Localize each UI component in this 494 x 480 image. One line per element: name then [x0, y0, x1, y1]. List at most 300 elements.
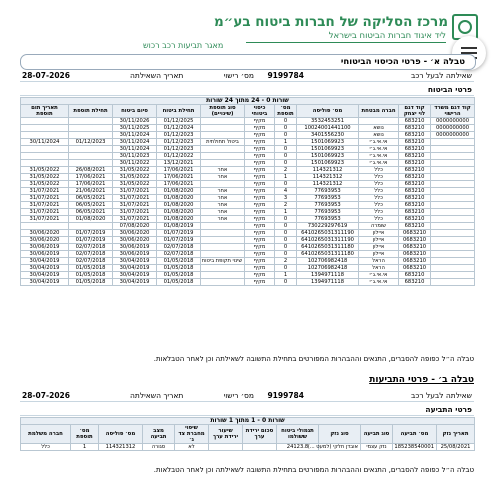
table-cell: 31/05/2022 [21, 174, 69, 181]
license-value: 9199784 [267, 71, 304, 80]
table-cell: שינוי תקופת ביטוח [201, 258, 245, 265]
table-cell: 77693953 [297, 209, 359, 216]
table-cell: 683210 [399, 216, 431, 223]
table-cell: 01/12/2023 [157, 132, 201, 139]
table-cell: 31/07/2021 [113, 202, 157, 209]
table-cell [21, 118, 69, 125]
table-cell: 01/07/2019 [69, 237, 113, 244]
table-cell: 683210 [399, 146, 431, 153]
table-cell: 01/08/2020 [157, 188, 201, 195]
table-cell: 30/06/2020 [113, 230, 157, 237]
table-cell: 0 [275, 181, 297, 188]
table-cell: 683210 [399, 160, 431, 167]
table-cell [69, 160, 113, 167]
table-a-query-row [20, 70, 474, 82]
table-cell [201, 265, 245, 272]
column-header: תאריך נזק [437, 425, 475, 444]
table-cell: 31/07/2021 [21, 209, 69, 216]
table-cell: 31/05/2022 [21, 181, 69, 188]
table-cell: מקיף [245, 125, 275, 132]
table-cell: 0 [275, 237, 297, 244]
table-cell: 30/11/2024 [113, 146, 157, 153]
table-cell: מקיף [245, 146, 275, 153]
column-header: חברה מבטחת [359, 105, 399, 118]
table-cell [243, 444, 277, 451]
table-cell: כלל [359, 216, 399, 223]
table-cell [69, 223, 113, 230]
table-cell: 77693953 [297, 188, 359, 195]
table-cell: 114321312 [297, 181, 359, 188]
table-cell: 30/06/2019 [21, 251, 69, 258]
rows-caption: שורות 0 - 24 מתוך 24 שורות [21, 98, 475, 105]
table-cell: הראל [359, 265, 399, 272]
table-cell [201, 160, 245, 167]
section-label: פרטי התביעה [425, 405, 472, 414]
column-header: תחילת תוספת [69, 105, 113, 118]
table-cell: 01/12/2025 [157, 118, 201, 125]
table-cell: 01/07/2019 [157, 230, 201, 237]
table-cell: 1 [71, 444, 99, 451]
table-row [21, 181, 475, 188]
table-cell: אי.אי.ג׳י [359, 160, 399, 167]
table-cell: 683210 [399, 209, 431, 216]
holder-label: שאילתה לבעל רכב [411, 391, 472, 400]
table-cell: 2 [275, 202, 297, 209]
table-cell [431, 244, 475, 251]
table-cell: שומרה [359, 223, 399, 230]
table-cell: 26/08/2021 [69, 167, 113, 174]
table-header [21, 105, 475, 118]
table-cell: 31/07/2021 [113, 216, 157, 223]
table-row [21, 174, 475, 181]
table-cell [431, 139, 475, 146]
table-cell [431, 153, 475, 160]
table-cell [69, 118, 113, 125]
table-cell: 31/07/2021 [113, 195, 157, 202]
table-cell [21, 160, 69, 167]
license-label: מס׳ רישוי [223, 71, 254, 80]
table-cell: ביטול תחולתית [201, 139, 245, 146]
table-cell: אי.אי.ג׳י [359, 272, 399, 279]
table-cell: 30/11/2024 [21, 139, 69, 146]
table-cell: 30/04/2019 [113, 279, 157, 286]
column-header: מס׳ תוספת [275, 105, 297, 118]
table-row [21, 202, 475, 209]
table-cell: 0 [275, 251, 297, 258]
license-label: מס׳ רישוי [223, 391, 254, 400]
table-cell: 1501069923 [297, 146, 359, 153]
table-row [21, 118, 475, 125]
column-header: מס׳ פוליסה [297, 105, 359, 118]
table-cell: נזק עצמי [361, 444, 393, 451]
table-cell: 0000000000 [431, 118, 475, 125]
section-label: פרטי הביטוח [427, 85, 472, 94]
table-cell: 31/07/2021 [113, 188, 157, 195]
table-cell [359, 118, 399, 125]
org-title: מרכז הסליקה של חברות ביטוח בע״מ [213, 14, 448, 30]
table-cell: 77693953 [297, 202, 359, 209]
table-cell: מקיף [245, 202, 275, 209]
table-cell: 185238540001 [393, 444, 437, 451]
table-cell: נושא [359, 125, 399, 132]
table-cell: 01/12/2022 [157, 153, 201, 160]
table-cell: 31/07/2021 [113, 209, 157, 216]
table-cell: 0683210 [399, 244, 431, 251]
table-cell: 0 [275, 244, 297, 251]
table-cell [69, 146, 113, 153]
table-cell: 01/05/2018 [157, 272, 201, 279]
table-cell [201, 244, 245, 251]
table-cell: 30/06/2020 [113, 237, 157, 244]
table-cell: אחר [201, 167, 245, 174]
table-cell [201, 237, 245, 244]
table-cell: 30/04/2019 [21, 279, 69, 286]
column-header: סכום ירידת ערך [243, 425, 277, 444]
table-cell: 0 [275, 146, 297, 153]
table-cell: 31/07/2021 [21, 195, 69, 202]
table-cell: 30/06/2020 [21, 237, 69, 244]
claims-table [20, 417, 475, 451]
table-cell: 30/06/2019 [113, 244, 157, 251]
table-row [21, 237, 475, 244]
table-cell: 31/07/2021 [21, 216, 69, 223]
table-cell: 77693953 [297, 195, 359, 202]
table-cell: 01/07/2019 [69, 230, 113, 237]
table-cell: 30/04/2019 [113, 272, 157, 279]
table-cell: 30/06/2019 [21, 244, 69, 251]
table-cell: מקיף [245, 188, 275, 195]
table-cell: 31/05/2022 [113, 167, 157, 174]
table-cell: 0 [275, 216, 297, 223]
table-a-section-label [20, 84, 474, 96]
table-row [21, 167, 475, 174]
table-cell: אחר [201, 216, 245, 223]
column-header: קוד דגם לוי יצחק [399, 105, 431, 118]
table-cell: 6410265031311190 [297, 230, 359, 237]
table-cell: כלל [21, 444, 71, 451]
table-cell: 683210 [399, 223, 431, 230]
table-cell: כלל [359, 202, 399, 209]
table-cell: 30/11/2026 [113, 118, 157, 125]
table-cell: 683210 [399, 202, 431, 209]
table-cell: אחר [201, 202, 245, 209]
table-cell: 01/12/2023 [157, 146, 201, 153]
table-cell: 10024001441100 [297, 125, 359, 132]
table-cell: 17/06/2021 [157, 181, 201, 188]
table-cell [431, 181, 475, 188]
table-cell: 0 [275, 265, 297, 272]
table-cell: 30/11/2024 [113, 132, 157, 139]
table-cell [201, 153, 245, 160]
table-cell: 102706982418 [297, 258, 359, 265]
table-cell: 30/04/2019 [113, 265, 157, 272]
column-header: חברה משלמת [21, 425, 71, 444]
table-cell: מקיף [245, 265, 275, 272]
table-row [21, 139, 475, 146]
table-cell: הראל [359, 258, 399, 265]
table-row [21, 146, 475, 153]
table-cell: 01/08/2019 [157, 223, 201, 230]
table-cell: 17/06/2021 [69, 174, 113, 181]
table-cell [201, 146, 245, 153]
table-cell: 01/08/2020 [157, 202, 201, 209]
table-cell: אובדן חלקי (למעט ...) [319, 444, 361, 451]
table-cell: 06/05/2021 [69, 202, 113, 209]
column-header: קוד דגם משרד הרישוי [431, 105, 475, 118]
table-cell [431, 195, 475, 202]
table-cell: 683210 [399, 174, 431, 181]
table-cell: 683210 [399, 125, 431, 132]
table-cell [201, 223, 245, 230]
table-cell: 3 [275, 195, 297, 202]
table-cell: 31/07/2021 [21, 188, 69, 195]
table-cell: מקיף [245, 132, 275, 139]
table-cell: 1394971118 [297, 279, 359, 286]
table-cell [201, 272, 245, 279]
page-header [0, 0, 494, 52]
table-cell: 01/12/2023 [69, 139, 113, 146]
table-cell: 1394971118 [297, 272, 359, 279]
column-header: סיום ביטוח [113, 105, 157, 118]
table-b-title-text: טבלה ב׳ - פרטי התביעות [369, 375, 474, 385]
table-cell: 30/04/2019 [21, 272, 69, 279]
column-header: כיסוי ביטוחי [245, 105, 275, 118]
column-header: סוג תוספת (שינויים) [201, 105, 245, 118]
table-cell: 730229297619 [297, 223, 359, 230]
table-row [21, 258, 475, 265]
table-row [21, 230, 475, 237]
table-cell: 06/05/2021 [69, 209, 113, 216]
table-cell: 1 [275, 209, 297, 216]
table-cell: 683210 [399, 181, 431, 188]
column-header: תחילת ביטוח [157, 105, 201, 118]
table-row [21, 244, 475, 251]
table-cell [431, 209, 475, 216]
table-cell: 683210 [399, 279, 431, 286]
table-cell: אי.אי.ג׳י [359, 139, 399, 146]
table-cell [431, 230, 475, 237]
table-cell: 114321312 [99, 444, 143, 451]
table-cell: אחר [201, 209, 245, 216]
table-row [21, 216, 475, 223]
table-cell: אחר [201, 195, 245, 202]
table-cell: 01/05/2018 [157, 265, 201, 272]
table-cell: 6410265031311190 [297, 237, 359, 244]
table-cell: 2 [275, 258, 297, 265]
column-header: שיפוי מחברת צד ג׳ [175, 425, 209, 444]
table-cell: כלל [359, 174, 399, 181]
table-cell [431, 279, 475, 286]
table-row [21, 160, 475, 167]
table-cell: 02/07/2018 [157, 251, 201, 258]
table-cell: אחר [201, 188, 245, 195]
table-cell: 31/07/2021 [21, 202, 69, 209]
table-cell: 30/11/2023 [113, 153, 157, 160]
table-cell: 30/04/2019 [21, 258, 69, 265]
table-cell [431, 167, 475, 174]
table-cell: 01/08/2020 [157, 195, 201, 202]
table-a-title: טבלה א׳ - פרטי הכיסוי הביטוחי [340, 57, 465, 67]
table-cell: 0683210 [399, 230, 431, 237]
table-cell [431, 223, 475, 230]
table-cell: 683210 [399, 188, 431, 195]
table-b-section-label [20, 404, 474, 416]
table-cell: אי.אי.ג׳י [359, 279, 399, 286]
table-cell: 30/06/2020 [21, 230, 69, 237]
table-cell: מקיף [245, 230, 275, 237]
table-cell: 1501069923 [297, 160, 359, 167]
table-cell: כלל [359, 167, 399, 174]
table-cell: 0 [275, 279, 297, 286]
table-cell: 31/05/2022 [113, 181, 157, 188]
table-cell: 30/11/2022 [113, 160, 157, 167]
table-cell: 0 [275, 223, 297, 230]
table-cell: מקיף [245, 244, 275, 251]
table-cell: איילון [359, 237, 399, 244]
table-cell: 01/05/2018 [69, 279, 113, 286]
table-cell: אי.אי.ג׳י [359, 146, 399, 153]
table-cell [201, 132, 245, 139]
table-row [21, 444, 475, 451]
table-cell: 01/07/2019 [157, 237, 201, 244]
table-cell: 1 [275, 272, 297, 279]
table-cell: 683210 [399, 118, 431, 125]
table-cell: 683210 [399, 272, 431, 279]
column-header: מס׳ תוספת [71, 425, 99, 444]
table-cell: 1501069923 [297, 153, 359, 160]
table-cell: 01/12/2024 [157, 125, 201, 132]
table-cell: מקיף [245, 118, 275, 125]
table-cell: 1501069923 [297, 139, 359, 146]
column-header: תאריך תום תוספת [21, 105, 69, 118]
table-cell: 02/07/2018 [69, 251, 113, 258]
table-cell: לא [175, 444, 209, 451]
table-cell: מקיף [245, 195, 275, 202]
holder-label: שאילתה לבעל רכב [411, 71, 472, 80]
table-cell [201, 279, 245, 286]
table-cell: 0 [275, 153, 297, 160]
table-cell: 1 [275, 139, 297, 146]
table-cell [21, 153, 69, 160]
table-b-title [369, 375, 474, 385]
table-cell: איילון [359, 251, 399, 258]
table-row [21, 153, 475, 160]
table-cell: 30/04/2019 [21, 265, 69, 272]
table-row [21, 132, 475, 139]
table-cell: 683210 [399, 132, 431, 139]
table-cell [431, 146, 475, 153]
table-cell: 01/05/2018 [69, 272, 113, 279]
table-cell [431, 160, 475, 167]
table-cell: כלל [359, 209, 399, 216]
table-cell: סגורה [143, 444, 175, 451]
table-cell: 30/06/2019 [113, 251, 157, 258]
table-row [21, 223, 475, 230]
table-cell: 06/05/2021 [69, 195, 113, 202]
license-value: 9199784 [267, 391, 304, 400]
table-cell: 01/05/2018 [157, 279, 201, 286]
table-cell: מקיף [245, 279, 275, 286]
table-cell [431, 174, 475, 181]
registry-note: מאגר תביעות רכב רכוש [143, 41, 224, 50]
table-cell: 0 [275, 132, 297, 139]
table-cell: 0000000000 [431, 132, 475, 139]
table-cell: 01/08/2020 [69, 216, 113, 223]
table-cell: 0683210 [399, 265, 431, 272]
table-cell [21, 125, 69, 132]
table-cell: 02/07/2018 [157, 244, 201, 251]
table-cell [431, 251, 475, 258]
table-cell: 01/05/2018 [69, 265, 113, 272]
table-cell: 0000000000 [431, 125, 475, 132]
table-cell: 6410265031311180 [297, 251, 359, 258]
table-cell: 77693953 [297, 216, 359, 223]
table-cell: מקיף [245, 237, 275, 244]
table-cell [431, 216, 475, 223]
table-cell: 31/05/2022 [21, 167, 69, 174]
table-cell: מקיף [245, 153, 275, 160]
table-cell [209, 444, 243, 451]
table-cell: 21/06/2021 [69, 188, 113, 195]
table-cell: כלל [359, 181, 399, 188]
table-cell: 0683210 [399, 258, 431, 265]
table-row [21, 272, 475, 279]
table-cell: מקיף [245, 251, 275, 258]
table-cell: 13/12/2021 [157, 160, 201, 167]
table-cell: 30/04/2019 [113, 258, 157, 265]
table-cell: מקיף [245, 139, 275, 146]
table-cell: 0 [275, 118, 297, 125]
table-cell: 3532453251 [297, 118, 359, 125]
table-cell: 30/11/2025 [113, 125, 157, 132]
table-cell: 102706982418 [297, 265, 359, 272]
table-cell: 24123.8 [277, 444, 319, 451]
table-cell: 0683210 [399, 251, 431, 258]
org-subtitle: ליד איגוד חברות הביטוח בישראל [328, 31, 446, 41]
table-cell: 25/08/2021 [437, 444, 475, 451]
query-date: 28-07-2026 [22, 391, 70, 400]
table-cell: 0 [275, 125, 297, 132]
table-cell [21, 223, 69, 230]
table-cell: 3401556230 [297, 132, 359, 139]
table-cell: 683210 [399, 195, 431, 202]
table-cell: מקיף [245, 167, 275, 174]
table-b-footnote: טבלה ה״ל כפופה להסברים, התנאים וההבהרות המפורטים בתחילת התשובה לשאילתה וכן לאחר הטבלאות. [153, 466, 474, 474]
table-cell: כלל [359, 195, 399, 202]
table-cell: כלל [359, 188, 399, 195]
table-cell: 683210 [399, 153, 431, 160]
column-header: סוג תביעה [361, 425, 393, 444]
table-cell: 17/06/2021 [157, 167, 201, 174]
table-row [21, 209, 475, 216]
table-cell: 4 [275, 188, 297, 195]
table-cell [201, 118, 245, 125]
rows-caption: שורות 0 - 1 מתוך 1 שורות [21, 418, 475, 425]
column-header: שיעור ירידת ערך [209, 425, 243, 444]
table-cell: 2 [275, 167, 297, 174]
table-cell: איילון [359, 230, 399, 237]
table-cell: נושא [359, 132, 399, 139]
column-header: תגמולי ביטוח ששולמו [277, 425, 319, 444]
table-cell: 1 [275, 174, 297, 181]
column-header: סוג נזק [319, 425, 361, 444]
table-cell [431, 202, 475, 209]
table-cell: 683210 [399, 139, 431, 146]
table-cell: איילון [359, 244, 399, 251]
coverage-table [20, 97, 475, 286]
table-cell: מקיף [245, 209, 275, 216]
column-header: מס׳ תביעה [393, 425, 437, 444]
